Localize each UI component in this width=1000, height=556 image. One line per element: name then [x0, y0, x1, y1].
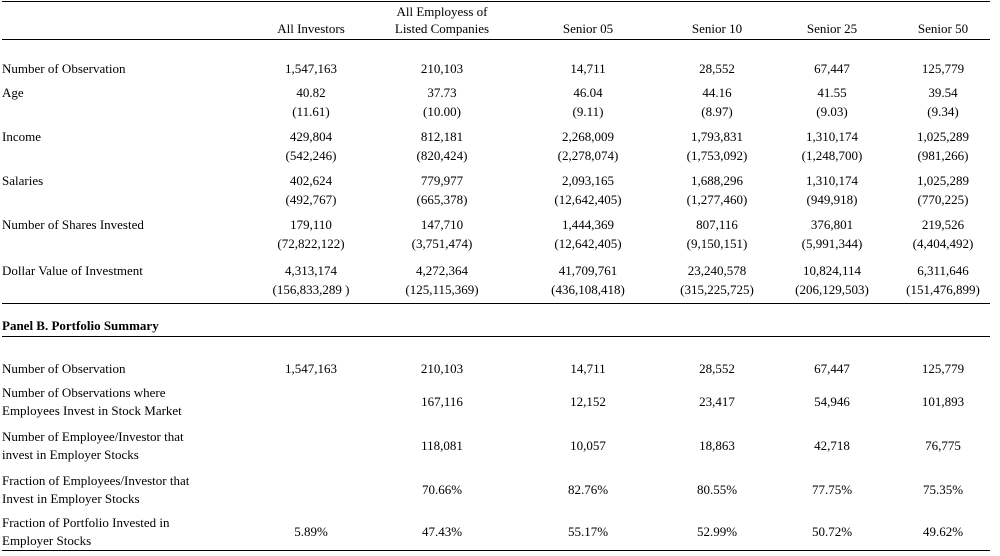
cell-value: 118,081: [421, 438, 463, 453]
cell-value: 10,057: [570, 438, 606, 453]
row-label: Number of Shares Invested: [2, 217, 144, 232]
cell-std-dev: (981,266): [917, 148, 969, 163]
cell-value: 219,526: [921, 217, 965, 232]
cell-value: 376,801: [810, 217, 854, 232]
cell-value: 28,552: [699, 61, 735, 76]
cell-std-dev: (156,833,289 ): [272, 282, 350, 297]
cell-std-dev: (2,278,074): [557, 148, 619, 163]
row-label: Number of Observation: [2, 61, 126, 76]
row-label: Income: [2, 129, 41, 144]
cell-std-dev: (151,476,899): [906, 282, 980, 297]
cell-value: 2,093,165: [562, 173, 614, 188]
column-header: All Investors: [277, 21, 345, 36]
cell-value: 46.04: [573, 85, 603, 100]
cell-value: 77.75%: [811, 482, 853, 497]
panel-b-title-rule: [2, 336, 990, 337]
cell-std-dev: (12,642,405): [554, 236, 622, 251]
cell-value: 49.62%: [922, 524, 964, 539]
cell-std-dev: (125,115,369): [405, 282, 479, 297]
row-label: Fraction of Portfolio Invested in: [2, 515, 170, 530]
cell-value: 50.72%: [811, 524, 853, 539]
cell-value: 1,025,289: [917, 129, 969, 144]
cell-std-dev: (436,108,418): [551, 282, 625, 297]
cell-std-dev: (1,248,700): [801, 148, 863, 163]
cell-value: 39.54: [928, 85, 958, 100]
cell-value: 67,447: [814, 361, 850, 376]
cell-std-dev: (9,150,151): [686, 236, 748, 251]
table-bottom-rule: [2, 550, 990, 551]
cell-std-dev: (4,404,492): [912, 236, 974, 251]
cell-std-dev: (542,246): [285, 148, 337, 163]
cell-std-dev: (1,277,460): [686, 192, 748, 207]
column-header: Listed Companies: [394, 21, 490, 36]
column-header: Senior 05: [562, 21, 614, 36]
header-rule: [2, 39, 990, 40]
cell-value: 4,272,364: [416, 263, 468, 278]
cell-value: 147,710: [420, 217, 464, 232]
cell-value: 23,240,578: [687, 263, 747, 278]
cell-value: 41,709,761: [558, 263, 618, 278]
cell-std-dev: (5,991,344): [801, 236, 863, 251]
row-label: Invest in Employer Stocks: [2, 491, 140, 506]
panel-b-title: Panel B. Portfolio Summary: [2, 318, 159, 333]
panel-a-bottom-rule: [2, 303, 990, 304]
column-header: Senior 50: [917, 21, 969, 36]
cell-value: 1,310,174: [806, 129, 858, 144]
cell-value: 10,824,114: [802, 263, 862, 278]
cell-value: 2,268,009: [562, 129, 614, 144]
row-label: Number of Observations where: [2, 385, 166, 400]
cell-value: 101,893: [921, 394, 965, 409]
row-label: invest in Employer Stocks: [2, 447, 139, 462]
cell-value: 41.55: [817, 85, 847, 100]
cell-value: 1,310,174: [806, 173, 858, 188]
cell-value: 70.66%: [421, 482, 463, 497]
column-header: Senior 25: [806, 21, 858, 36]
cell-value: 5.89%: [294, 524, 328, 539]
cell-std-dev: (72,822,122): [277, 236, 345, 251]
cell-std-dev: (1,753,092): [686, 148, 748, 163]
cell-std-dev: (206,129,503): [795, 282, 869, 297]
row-label: Age: [2, 85, 24, 100]
cell-value: 18,863: [699, 438, 735, 453]
cell-value: 179,110: [290, 217, 332, 232]
column-header: Senior 10: [691, 21, 743, 36]
cell-std-dev: (8.97): [701, 104, 733, 119]
cell-value: 40.82: [296, 85, 326, 100]
cell-value: 12,152: [570, 394, 606, 409]
cell-std-dev: (949,918): [806, 192, 858, 207]
cell-std-dev: (315,225,725): [680, 282, 754, 297]
cell-value: 125,779: [921, 361, 965, 376]
cell-value: 1,444,369: [562, 217, 614, 232]
row-label: Number of Employee/Investor that: [2, 429, 184, 444]
cell-std-dev: (492,767): [285, 192, 337, 207]
cell-value: 167,116: [421, 394, 463, 409]
cell-std-dev: (770,225): [917, 192, 969, 207]
cell-value: 812,181: [420, 129, 464, 144]
column-header: All Employess of: [396, 4, 488, 19]
cell-std-dev: (665,378): [416, 192, 468, 207]
cell-std-dev: (9.34): [927, 104, 959, 119]
cell-value: 210,103: [420, 61, 464, 76]
cell-std-dev: (12,642,405): [554, 192, 622, 207]
cell-value: 76,775: [925, 438, 961, 453]
row-label: Number of Observation: [2, 361, 126, 376]
cell-value: 14,711: [570, 361, 606, 376]
cell-value: 54,946: [814, 394, 850, 409]
cell-std-dev: (3,751,474): [411, 236, 473, 251]
cell-value: 4,313,174: [285, 263, 337, 278]
cell-value: 402,624: [289, 173, 333, 188]
cell-value: 125,779: [921, 61, 965, 76]
cell-value: 82.76%: [567, 482, 609, 497]
cell-value: 210,103: [420, 361, 464, 376]
cell-value: 80.55%: [696, 482, 738, 497]
cell-value: 6,311,646: [917, 263, 969, 278]
row-label: Employees Invest in Stock Market: [2, 403, 182, 418]
cell-value: 52.99%: [696, 524, 738, 539]
cell-value: 1,688,296: [691, 173, 743, 188]
cell-value: 14,711: [570, 61, 606, 76]
cell-value: 75.35%: [922, 482, 964, 497]
table-top-rule: [2, 1, 990, 2]
cell-value: 42,718: [814, 438, 850, 453]
cell-value: 1,547,163: [285, 61, 337, 76]
cell-value: 23,417: [699, 394, 735, 409]
cell-value: 429,804: [289, 129, 333, 144]
row-label: Fraction of Employees/Investor that: [2, 473, 190, 488]
cell-value: 47.43%: [421, 524, 463, 539]
cell-value: 1,793,831: [691, 129, 743, 144]
cell-value: 807,116: [696, 217, 738, 232]
cell-value: 1,547,163: [285, 361, 337, 376]
cell-std-dev: (9.03): [816, 104, 848, 119]
row-label: Dollar Value of Investment: [2, 263, 143, 278]
row-label: Salaries: [2, 173, 44, 188]
cell-std-dev: (10.00): [423, 104, 461, 119]
cell-value: 67,447: [814, 61, 850, 76]
cell-value: 1,025,289: [917, 173, 969, 188]
cell-value: 37.73: [427, 85, 457, 100]
cell-std-dev: (11.61): [292, 104, 330, 119]
cell-value: 55.17%: [567, 524, 609, 539]
cell-value: 779,977: [420, 173, 464, 188]
cell-value: 44.16: [702, 85, 732, 100]
row-label: Employer Stocks: [2, 533, 92, 548]
cell-value: 28,552: [699, 361, 735, 376]
cell-std-dev: (820,424): [416, 148, 468, 163]
cell-std-dev: (9.11): [572, 104, 604, 119]
